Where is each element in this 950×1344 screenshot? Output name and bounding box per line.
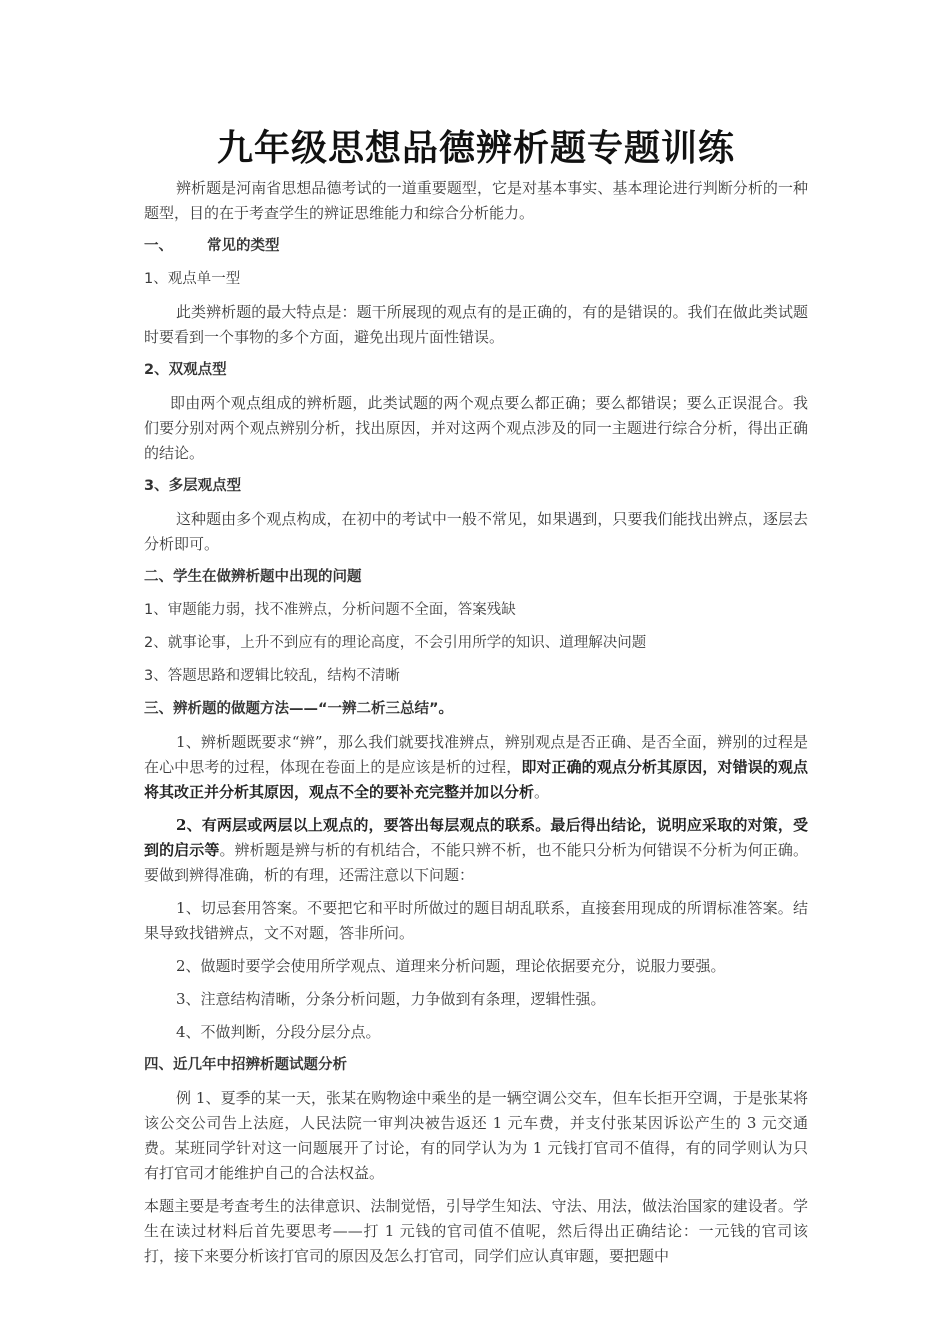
section-2-heading: 二、学生在做辨析题中出现的问题 bbox=[144, 569, 362, 585]
method-2-text: 。辨析题是辨与析的有机结合，不能只辨不析，也不能只分析为何错误不分析为何正确。要做到辨得准确，析的有理，还需注意以下问题： bbox=[144, 841, 808, 884]
type-3-heading: 3、多层观点型 bbox=[144, 478, 242, 494]
type-1-body: 此类辨析题的最大特点是：题干所展现的观点有的是正确的，有的是错误的。我们在做此类试题时要看到一个事物的多个方面，避免出现片面性错误。 bbox=[144, 303, 808, 346]
method-1-text: 1、辨析题既要求“辨”，那么我们就要找准辨点，辨别观点是否正确、是否全面，辨别的过程是在心中思考的过程，体现在卷面上的是应该是析的过程， bbox=[144, 733, 808, 776]
method-2-emphasis: 2、有两层或两层以上观点的，要答出每层观点的联系。最后得出结论，说明应采取的对策，受到的启示等 bbox=[144, 816, 808, 859]
section-1-heading bbox=[144, 234, 808, 259]
type-2-body: 即由两个观点组成的辨析题，此类试题的两个观点要么都正确；要么都错误；要么正误混合。我们要分别对两个观点辨别分析，找出原因，并对这两个观点涉及的同一主题进行综合分析，得出正确的结论。 bbox=[144, 394, 808, 462]
problem-item-2: 2、就事论事，上升不到应有的理论高度，不会引用所学的知识、道理解决问题 bbox=[144, 635, 647, 651]
method-paragraph-2 bbox=[144, 813, 808, 888]
tip-2: 2、做题时要学会使用所学观点、道理来分析问题，理论依据要充分，说服力要强。 bbox=[176, 957, 726, 975]
method-1-emphasis: 即对正确的观点分析其原因，对错误的观点将其改正并分析其原因，观点不全的要补充完整并加以分析 bbox=[144, 758, 808, 801]
method-1-end: 。 bbox=[534, 783, 550, 801]
document-body bbox=[144, 126, 808, 1277]
method-paragraph-1 bbox=[144, 730, 808, 805]
document-title: 九年级思想品德辨析题专题训练 bbox=[216, 128, 735, 169]
tip-4: 4、不做判断，分段分层分点。 bbox=[176, 1023, 381, 1041]
example-1-paragraph: 例 1、夏季的某一天，张某在购物途中乘坐的是一辆空调公交车，但车长拒开空调，于是张某将该公交公司告上法庭，人民法院一审判决被告返还 1 元车费，并支付张某因诉讼产生的 3 元交通费。某班同学针对这一问题展开了讨论，有的同学认为为 1 元钱打官司不值得，有的同学则认为只有打官司才能维护自己的合法权益。 bbox=[144, 1089, 808, 1182]
type-1-heading: 1、观点单一型 bbox=[144, 271, 241, 287]
section-3-heading: 三、辨析题的做题方法——“一辨二析三总结”。 bbox=[144, 701, 454, 717]
section-4-heading: 四、近几年中招辨析题试题分析 bbox=[144, 1057, 347, 1073]
tip-3: 3、注意结构清晰，分条分析问题，力争做到有条理，逻辑性强。 bbox=[176, 990, 606, 1008]
type-2-heading: 2、双观点型 bbox=[144, 362, 227, 378]
intro-paragraph: 辨析题是河南省思想品德考试的一道重要题型，它是对基本事实、基本理论进行判断分析的一种题型，目的在于考查学生的辨证思维能力和综合分析能力。 bbox=[144, 179, 808, 222]
analysis-paragraph: 本题主要是考查考生的法律意识、法制觉悟，引导学生知法、守法、用法，做法治国家的建设者。学生在读过材料后首先要思考——打 1 元钱的官司值不值呢，然后得出正确结论：一元钱的官司该打，接下来要分析该打官司的原因及怎么打官司，同学们应认真审题，要把题中 bbox=[144, 1197, 808, 1265]
tip-1: 1、切忌套用答案。不要把它和平时所做过的题目胡乱联系，直接套用现成的所谓标准答案。结果导致找错辨点，文不对题，答非所问。 bbox=[144, 899, 808, 942]
problem-item-1: 1、审题能力弱，找不准辨点，分析问题不全面，答案残缺 bbox=[144, 602, 516, 618]
section-1-title: 常见的类型 bbox=[207, 238, 280, 254]
section-1-number: 一、 bbox=[144, 238, 173, 254]
problem-item-3: 3、答题思路和逻辑比较乱，结构不清晰 bbox=[144, 668, 400, 684]
type-3-body: 这种题由多个观点构成，在初中的考试中一般不常见，如果遇到，只要我们能找出辨点，逐层去分析即可。 bbox=[144, 510, 808, 553]
